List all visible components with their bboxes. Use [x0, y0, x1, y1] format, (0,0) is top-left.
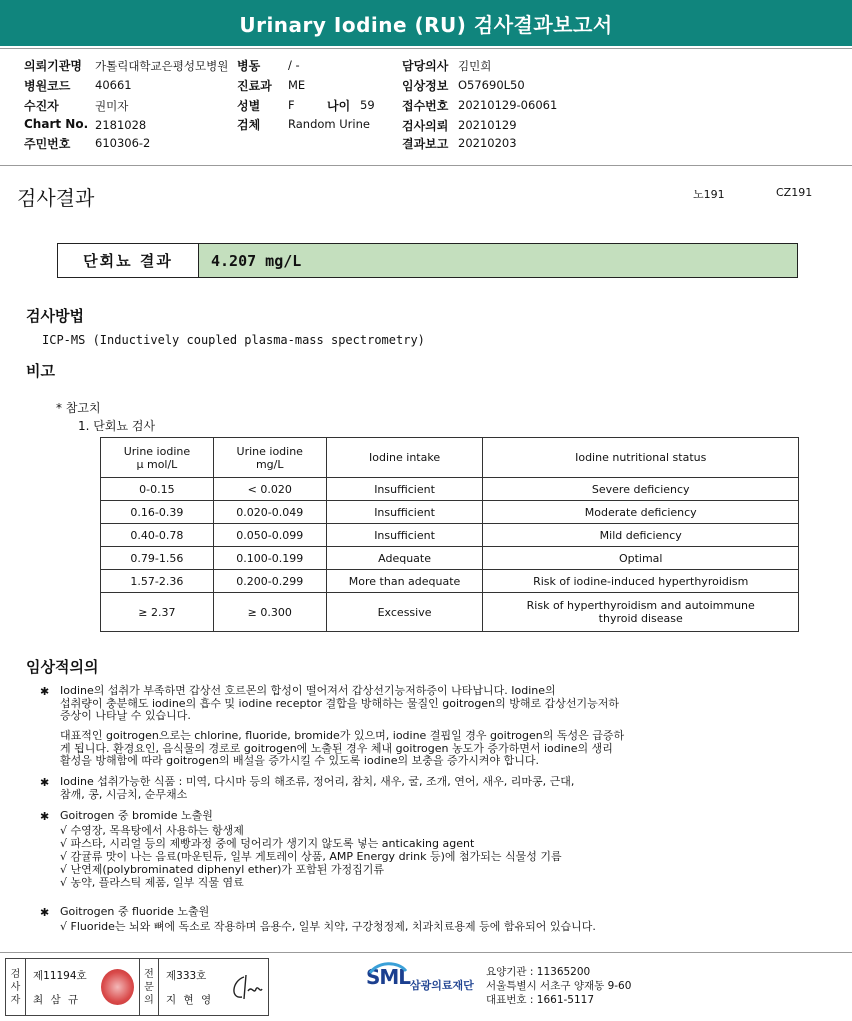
table-cell: < 0.020	[213, 478, 326, 501]
lab-info	[486, 965, 631, 1007]
table-row	[101, 570, 799, 593]
table-cell: Insufficient	[326, 501, 483, 524]
report-date-value: 20210203	[458, 136, 517, 150]
age-value: 59	[360, 98, 375, 112]
institution-value: 가톨릭대학교은평성모병원	[95, 59, 229, 73]
department-value: ME	[288, 78, 306, 92]
report-header	[0, 0, 852, 46]
table-cell: Insufficient	[326, 478, 483, 501]
table-cell: Adequate	[326, 547, 483, 570]
bullet-icon: ✱	[40, 776, 50, 789]
clinical-title: 임상적의의	[26, 658, 99, 676]
patient-label: 수진자	[24, 99, 59, 113]
resident-no-value: 610306-2	[95, 136, 151, 150]
table-cell: Mild deficiency	[483, 524, 799, 547]
results-section-title: 검사결과	[17, 186, 95, 210]
lab-code: 요양기관 : 11365200	[486, 966, 591, 978]
table-cell: Excessive	[326, 593, 483, 632]
fluoride-list	[60, 920, 596, 933]
department-label: 진료과	[237, 79, 272, 93]
report-date-label: 결과보고	[402, 137, 449, 151]
examiner-name: 최 삼 규	[33, 994, 81, 1006]
order-code: 노191	[693, 188, 725, 201]
result-label: 단회뇨 결과	[58, 244, 199, 277]
request-date-value: 20210129	[458, 118, 517, 132]
specimen-value: Random Urine	[288, 117, 370, 131]
table-row	[101, 524, 799, 547]
test-code: CZ191	[776, 186, 813, 199]
lab-phone: 대표번호 : 1661-5117	[486, 994, 595, 1006]
list-item: √ 파스타, 시리얼 등의 제빵과정 중에 덩어리가 생기지 않도록 넣는 anticaking agent	[60, 837, 475, 850]
bullet-icon: ✱	[40, 685, 50, 698]
col-header-umol: Urine iodine μ mol/L	[101, 438, 214, 478]
clinical-paragraph-2: 대표적인 goitrogen으로는 chlorine, fluoride, bromide가 있으며, iodine 결핍일 경우 goitrogen의 독성은 급증하 게 됩니다. 환경요인, 음식물의 경로로 goitrogen에 노출된 경우 체내 goitrogen 농도가 증가하면서 iodine의 생리 활성을 방해함에 따라 goitrogen의 배설을 증가시킬 수 있도록 iodine의 보충을 증가시켜야 합니다.	[60, 729, 625, 767]
seal-stamp-icon	[101, 969, 134, 1005]
table-cell: Risk of iodine-induced hyperthyroidism	[483, 570, 799, 593]
table-row	[101, 547, 799, 570]
table-cell: 1.57-2.36	[101, 570, 214, 593]
table-cell: 0.050-0.099	[213, 524, 326, 547]
hospital-code-value: 40661	[95, 78, 132, 92]
clinical-info-value: O57690L50	[458, 78, 525, 92]
hospital-code-label: 병원코드	[24, 79, 71, 93]
list-item: √ Fluoride는 뇌와 뼈에 독소로 작용하며 음용수, 일부 치약, 구강청정제, 치과치료용제 등에 함유되어 있습니다.	[60, 920, 596, 933]
clinical-info-label: 임상정보	[402, 79, 449, 93]
bromide-list	[60, 824, 562, 889]
table-cell: 0.100-0.199	[213, 547, 326, 570]
report-title: Urinary Iodine (RU) 검사결과보고서	[239, 12, 613, 37]
result-box	[57, 243, 798, 278]
sex-label: 성별	[237, 99, 261, 113]
table-row	[101, 478, 799, 501]
table-cell: 0.200-0.299	[213, 570, 326, 593]
ward-value: / -	[288, 58, 300, 72]
sml-logo	[366, 965, 474, 992]
bullet-icon: ✱	[40, 906, 50, 919]
list-item: √ 감귤류 맛이 나는 음료(마운틴듀, 일부 게토레이 상품, AMP Energy drink 등)에 첨가되는 식물성 기름	[60, 850, 562, 863]
receipt-no-label: 접수번호	[402, 99, 449, 113]
reference-subtitle: 1. 단회뇨 검사	[78, 419, 156, 433]
table-cell: Optimal	[483, 547, 799, 570]
request-date-label: 검사의뢰	[402, 119, 449, 133]
logo-mark: SML	[366, 965, 411, 989]
method-title: 검사방법	[26, 307, 84, 325]
table-header-row	[101, 438, 799, 478]
reference-table	[100, 437, 799, 632]
report-footer	[0, 952, 852, 1021]
table-cell: 0.16-0.39	[101, 501, 214, 524]
doctor-label: 담당의사	[402, 59, 449, 73]
table-row	[101, 593, 799, 632]
clinical-paragraph-1: Iodine의 섭취가 부족하면 갑상선 호르몬의 합성이 떨어져서 갑상선기능저하증이 나타납니다. Iodine의 섭취량이 충분해도 iodine의 흡수 및 iodine receptor 결합을 방해하는 물질인 goitrogen의 방해로 갑상선기능저하 증상이 나타날 수 있습니다.	[60, 684, 619, 722]
method-text: ICP-MS (Inductively coupled plasma-mass spectrometry)	[42, 333, 425, 347]
patient-info-panel	[0, 48, 852, 166]
logo-name: 삼광의료재단	[410, 979, 474, 992]
clinical-paragraph-3: Iodine 섭취가능한 식품 : 미역, 다시마 등의 해조류, 정어리, 참치, 새우, 굴, 조개, 연어, 새우, 리마콩, 근대, 참깨, 콩, 시금치, 순무채소	[60, 775, 575, 801]
chart-no-value: 2181028	[95, 118, 147, 132]
bullet-icon: ✱	[40, 810, 50, 823]
table-cell: Moderate deficiency	[483, 501, 799, 524]
patient-value: 권미자	[95, 99, 129, 113]
signature-icon	[228, 971, 264, 1005]
col-header-mgl: Urine iodine mg/L	[213, 438, 326, 478]
receipt-no-value: 20210129-06061	[458, 98, 558, 112]
fluoride-title: Goitrogen 중 fluoride 노출원	[60, 905, 210, 918]
table-cell: Risk of hyperthyroidism and autoimmune thyroid disease	[483, 593, 799, 632]
table-cell: Insufficient	[326, 524, 483, 547]
signature-box	[5, 958, 269, 1016]
col-header-intake: Iodine intake	[326, 438, 483, 478]
table-cell: More than adequate	[326, 570, 483, 593]
specimen-label: 검체	[237, 118, 261, 132]
table-cell: Severe deficiency	[483, 478, 799, 501]
specialist-name: 지 현 영	[166, 994, 214, 1006]
doctor-value: 김민희	[458, 59, 492, 73]
list-item: √ 수영장, 목욕탕에서 사용하는 항생제	[60, 824, 244, 837]
col-header-status: Iodine nutritional status	[483, 438, 799, 478]
lab-address: 서울특별시 서초구 양재동 9-60	[486, 980, 632, 992]
remarks-title: 비고	[26, 362, 55, 380]
examiner-license: 제11194호	[33, 970, 87, 982]
specialist-license: 제333호	[166, 970, 207, 982]
reference-title: * 참고치	[56, 401, 101, 415]
age-label: 나이	[327, 99, 351, 113]
specialist-role-label: 전 문 의	[139, 959, 159, 1015]
table-cell: ≥ 2.37	[101, 593, 214, 632]
ward-label: 병동	[237, 59, 261, 73]
logo-arc-icon	[368, 961, 408, 975]
table-cell: 0.40-0.78	[101, 524, 214, 547]
bromide-title: Goitrogen 중 bromide 노출원	[60, 809, 213, 822]
table-cell: ≥ 0.300	[213, 593, 326, 632]
resident-no-label: 주민번호	[24, 137, 71, 151]
chart-no-label: Chart No.	[24, 117, 89, 131]
table-cell: 0.020-0.049	[213, 501, 326, 524]
list-item: √ 난연제(polybrominated diphenyl ether)가 포함된 가정집기류	[60, 863, 385, 876]
sex-value: F	[288, 98, 295, 112]
institution-label: 의뢰기관명	[24, 59, 82, 73]
table-row	[101, 501, 799, 524]
list-item: √ 농약, 플라스틱 제품, 일부 직물 염료	[60, 876, 244, 889]
table-cell: 0.79-1.56	[101, 547, 214, 570]
table-cell: 0-0.15	[101, 478, 214, 501]
examiner-role-label: 검 사 자	[6, 959, 26, 1015]
result-value: 4.207 mg/L	[199, 244, 797, 277]
